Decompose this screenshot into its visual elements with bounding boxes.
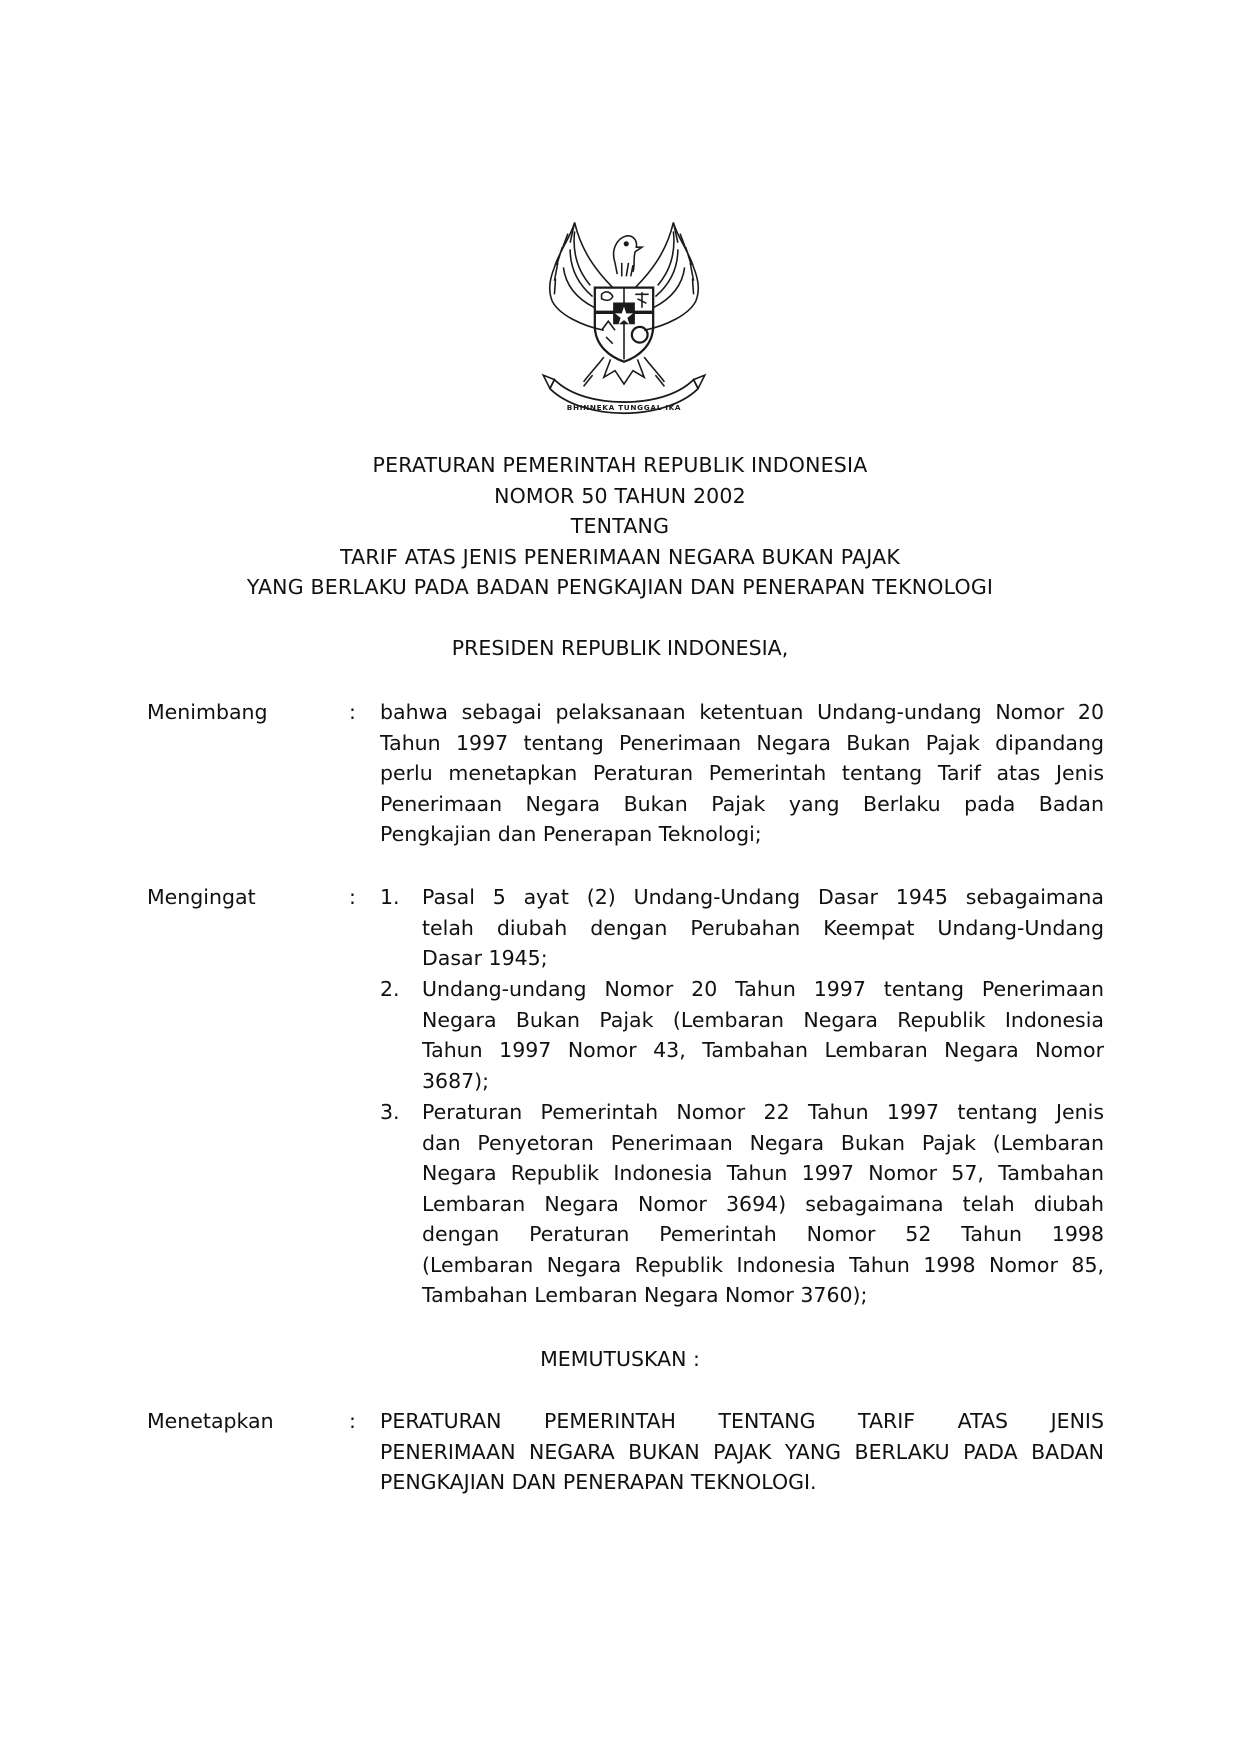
heading-line-5: YANG BERLAKU PADA BADAN PENGKAJIAN DAN PENERAPAN TEKNOLOGI	[246, 575, 994, 599]
menimbang-colon: :	[349, 700, 356, 724]
memutuskan-heading: MEMUTUSKAN :	[540, 1347, 700, 1371]
mengingat-colon: :	[349, 885, 356, 909]
mengingat-item-number: 1.	[380, 885, 400, 909]
mengingat-item-line: Peraturan Pemerintah Nomor 22 Tahun 1997 tentang Jenis	[422, 1100, 1104, 1124]
mengingat-item-line: dan Penyetoran Penerimaan Negara Bukan Pajak (Lembaran	[422, 1130, 1104, 1155]
menetapkan-text	[380, 1406, 1104, 1498]
mengingat-item-1	[422, 882, 1104, 974]
heading-line-1: PERATURAN PEMERINTAH REPUBLIK INDONESIA	[372, 453, 868, 477]
menetapkan-line: PENGKAJIAN DAN PENERAPAN TEKNOLOGI.	[380, 1470, 817, 1494]
menimbang-label: Menimbang	[147, 700, 268, 724]
menetapkan-label: Menetapkan	[147, 1409, 274, 1433]
heading-line-3: TENTANG	[570, 514, 670, 538]
mengingat-item-line: telah diubah dengan Perubahan Keempat Undang-Undang	[422, 915, 1104, 940]
menimbang-line: Pengkajian dan Penerapan Teknologi;	[380, 822, 762, 846]
garuda-pancasila-emblem	[525, 218, 723, 420]
mengingat-item-line: Pasal 5 ayat (2) Undang-Undang Dasar 1945 sebagaimana	[422, 885, 1104, 909]
heading-line-2: NOMOR 50 TAHUN 2002	[494, 483, 746, 508]
menimbang-line: perlu menetapkan Peraturan Pemerintah tentang Tarif atas Jenis	[380, 761, 1104, 785]
menetapkan-line: PENERIMAAN NEGARA BUKAN PAJAK YANG BERLAKU PADA BADAN	[380, 1439, 1104, 1464]
mengingat-item-line: Tahun 1997 Nomor 43, Tambahan Lembaran Negara Nomor	[422, 1038, 1104, 1062]
mengingat-item-line: Undang-undang Nomor 20 Tahun 1997 tentang Penerimaan	[422, 977, 1104, 1001]
menetapkan-line: PERATURAN PEMERINTAH TENTANG TARIF ATAS JENIS	[380, 1409, 1104, 1433]
mengingat-item-line: dengan Peraturan Pemerintah Nomor 52 Tahun 1998	[422, 1222, 1104, 1246]
menimbang-text	[380, 697, 1104, 850]
garuda-emblem-graphic	[525, 218, 723, 420]
mengingat-item-line: Negara Bukan Pajak (Lembaran Negara Republik Indonesia	[422, 1007, 1104, 1032]
mengingat-item-line: Dasar 1945;	[422, 946, 548, 970]
menimbang-line: Penerimaan Negara Bukan Pajak yang Berlaku pada Badan	[380, 791, 1104, 816]
menetapkan-colon: :	[349, 1409, 356, 1433]
menimbang-line: bahwa sebagai pelaksanaan ketentuan Undang-undang Nomor 20	[380, 700, 1104, 724]
mengingat-item-number: 3.	[380, 1100, 400, 1124]
mengingat-item-3	[422, 1097, 1104, 1311]
mengingat-item-line: Lembaran Negara Nomor 3694) sebagaimana telah diubah	[422, 1191, 1104, 1216]
mengingat-label: Mengingat	[147, 885, 256, 909]
mengingat-item-2	[422, 974, 1104, 1096]
menimbang-line: Tahun 1997 tentang Penerimaan Negara Bukan Pajak dipandang	[380, 730, 1104, 755]
mengingat-item-number: 2.	[380, 977, 400, 1001]
heading-line-4: TARIF ATAS JENIS PENERIMAAN NEGARA BUKAN PAJAK	[339, 544, 901, 569]
mengingat-item-line: 3687);	[422, 1068, 490, 1093]
emblem-motto: BHINNEKA TUNGGAL IKA	[566, 402, 682, 412]
mengingat-item-line: Negara Republik Indonesia Tahun 1997 Nomor 57, Tambahan	[422, 1161, 1104, 1185]
president-title: PRESIDEN REPUBLIK INDONESIA,	[451, 636, 789, 660]
document-heading	[0, 450, 1240, 603]
mengingat-item-line: Tambahan Lembaran Negara Nomor 3760);	[422, 1283, 868, 1307]
mengingat-item-line: (Lembaran Negara Republik Indonesia Tahun 1998 Nomor 85,	[422, 1252, 1104, 1277]
